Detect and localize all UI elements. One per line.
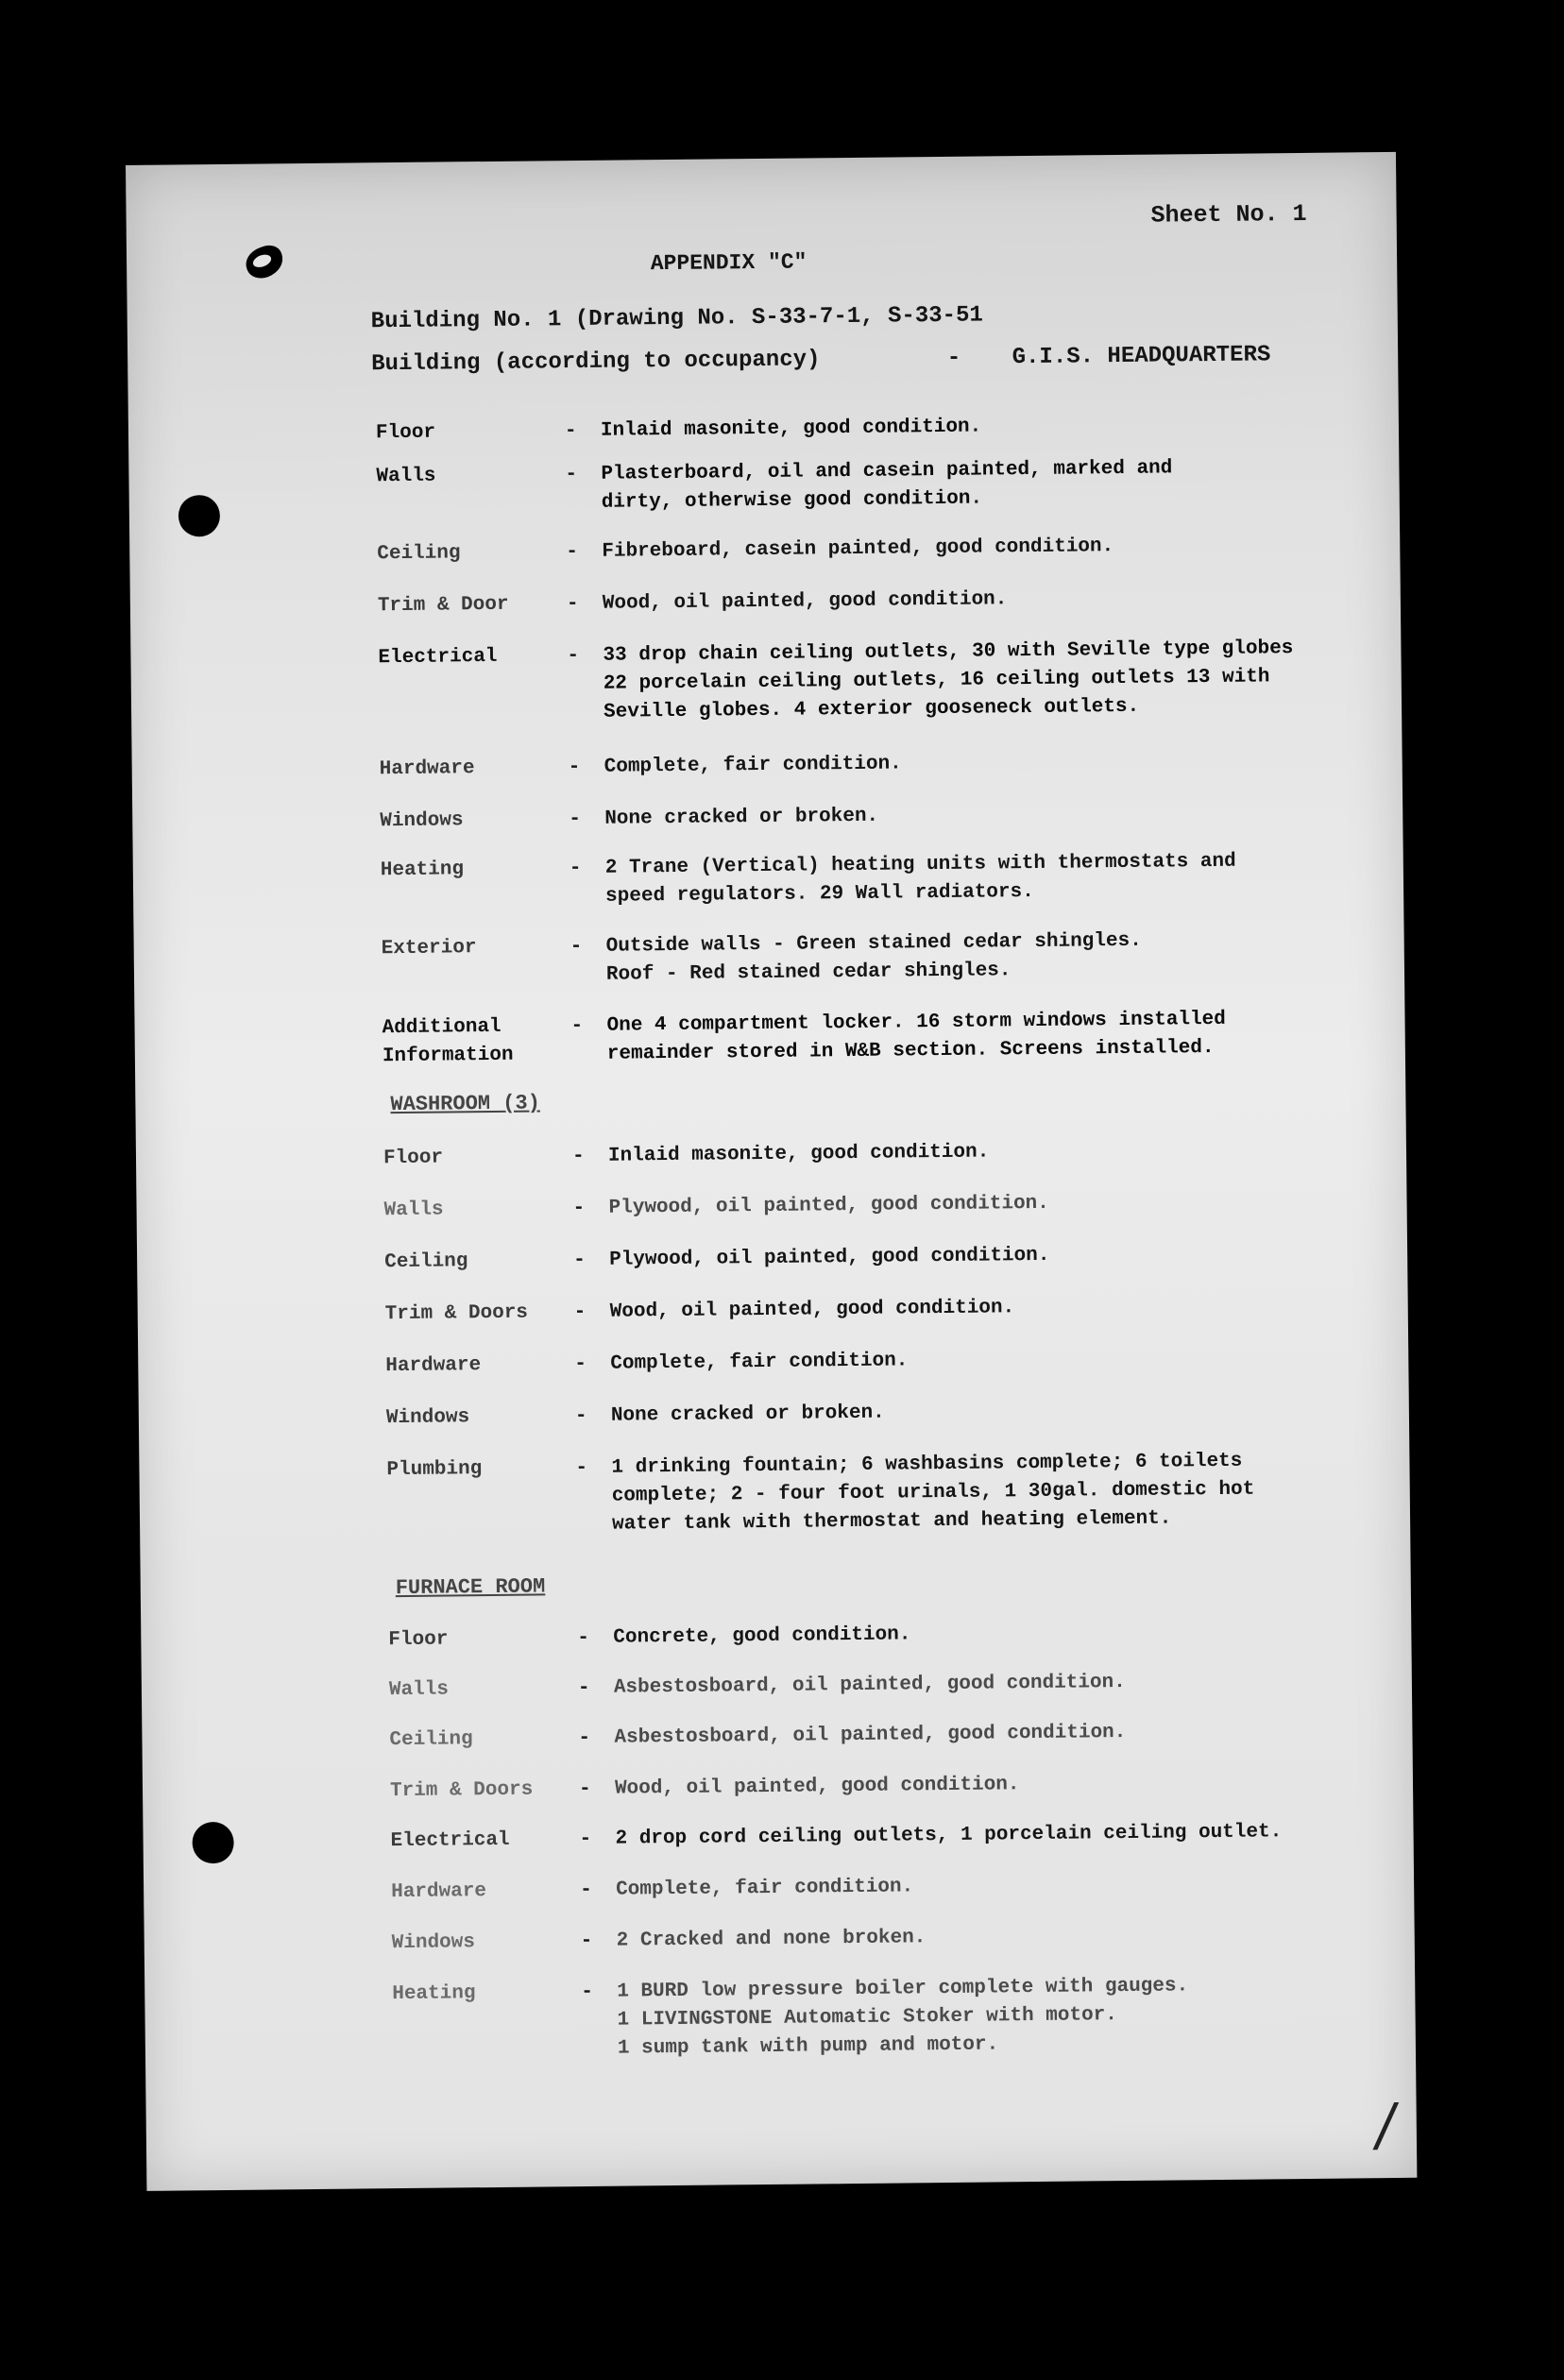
- item-value: Asbestosboard, oil painted, good condition.: [613, 1672, 1126, 1699]
- washroom-item-walls: [136, 1186, 1406, 1222]
- item-label: Walls: [376, 465, 436, 488]
- item-label: Windows: [385, 1406, 470, 1430]
- furnace-item-electrical: [143, 1817, 1413, 1853]
- item-dash: -: [577, 1626, 590, 1650]
- item-value: Complete, fair condition.: [610, 1350, 909, 1375]
- item-dash: -: [569, 857, 582, 880]
- furnace-item-windows: [144, 1919, 1415, 1955]
- item-dash: -: [574, 1404, 587, 1428]
- item-dash: -: [568, 756, 581, 779]
- item-label: Hardware: [391, 1880, 487, 1904]
- item-value: None cracked or broken.: [604, 805, 879, 830]
- occupancy-line: [371, 342, 1270, 377]
- punch-hole-top: [178, 495, 220, 536]
- item-dash: -: [580, 1878, 592, 1902]
- item-dash: -: [579, 1828, 592, 1851]
- document-sheet: [126, 152, 1417, 2191]
- item-value: Concrete, good condition.: [613, 1624, 911, 1649]
- appendix-title: APPENDIX "C": [650, 249, 808, 277]
- item-label: Ceiling: [377, 542, 461, 566]
- item-value: 2 Trane (Vertical) heating units with thermostats and speed regulators. 29 Wall radiators.: [604, 850, 1236, 908]
- building-item-exterior: [134, 925, 1404, 986]
- building-item-walls: [128, 452, 1399, 514]
- occupancy-label: Building (according to occupancy): [371, 347, 821, 378]
- item-label: Trim & Door: [377, 593, 509, 618]
- item-label: Walls: [388, 1678, 450, 1702]
- furnace-item-walls: [142, 1666, 1412, 1702]
- building-item-heating: [133, 846, 1403, 908]
- item-value: Wood, oil painted, good condition.: [614, 1774, 1020, 1800]
- item-label: Windows: [380, 809, 464, 833]
- washroom-item-ceiling: [137, 1238, 1407, 1274]
- item-value: 2 drop cord ceiling outlets, 1 porcelain ceiling outlet.: [615, 1821, 1283, 1850]
- item-dash: -: [567, 645, 580, 668]
- item-label: Plumbing: [386, 1458, 483, 1482]
- check-mark: [1338, 2102, 1399, 2150]
- building-item-windows: [132, 797, 1402, 833]
- item-dash: -: [577, 1676, 590, 1700]
- item-value: 1 BURD low pressure boiler complete with gauges. 1 LIVINGSTONE Automatic Stoker with motor. 1 sump tank with pump and motor.: [617, 1975, 1189, 2060]
- item-value: None cracked or broken.: [610, 1402, 885, 1427]
- furnace-item-heating: [144, 1970, 1415, 2060]
- item-value: Inlaid masonite, good condition.: [607, 1141, 990, 1167]
- item-value: 2 Cracked and none broken.: [616, 1927, 926, 1952]
- item-dash: -: [565, 464, 578, 486]
- item-label: Hardware: [385, 1354, 482, 1378]
- item-dash: -: [574, 1352, 587, 1376]
- building-item-trim-door: [130, 582, 1401, 618]
- item-label: Electrical: [378, 645, 498, 670]
- item-value: 1 drinking fountain; 6 washbasins complete; 6 toilets complete; 2 - four foot urinals, 1 30gal. domestic hot water tank with thermostat and heating element.: [611, 1450, 1255, 1536]
- item-value: Complete, fair condition.: [604, 753, 902, 778]
- item-value: Inlaid masonite, good condition.: [600, 416, 982, 442]
- item-value: Fibreboard, casein painted, good condition.: [602, 536, 1114, 563]
- item-label: Floor: [388, 1628, 449, 1652]
- furnace-item-trim-doors: [143, 1767, 1413, 1803]
- item-value: Asbestosboard, oil painted, good condition.: [614, 1721, 1127, 1749]
- washroom-item-windows: [139, 1394, 1409, 1430]
- building-item-additional-info: [134, 1004, 1404, 1068]
- furnace-item-floor: [141, 1616, 1411, 1652]
- item-value: One 4 compartment locker. 16 storm windows installed remainder stored in W&B section. Screens installed.: [606, 1008, 1226, 1065]
- washroom-item-plumbing: [139, 1446, 1409, 1536]
- item-dash: -: [569, 808, 582, 831]
- item-label: Electrical: [390, 1828, 510, 1853]
- item-dash: -: [566, 541, 579, 564]
- item-label: Additional Information: [382, 1015, 514, 1068]
- item-value: Complete, fair condition.: [616, 1876, 914, 1901]
- item-value: Plywood, oil painted, good condition.: [608, 1192, 1049, 1219]
- building-item-electrical: [130, 634, 1401, 723]
- item-dash: -: [581, 1980, 594, 2004]
- building-drawing-line: Building No. 1 (Drawing No. S-33-7-1, S-33-51: [370, 302, 983, 335]
- item-label: Floor: [375, 421, 436, 445]
- item-label: Ceiling: [389, 1728, 473, 1752]
- item-dash: -: [578, 1777, 591, 1801]
- item-label: Trim & Doors: [384, 1301, 529, 1326]
- occupancy-value: G.I.S. HEADQUARTERS: [1012, 342, 1271, 371]
- washroom-item-trim-doors: [138, 1290, 1408, 1326]
- building-item-hardware: [132, 745, 1402, 781]
- furnace-item-ceiling: [142, 1716, 1412, 1752]
- item-dash: -: [580, 1930, 593, 1953]
- item-label: Exterior: [381, 937, 477, 960]
- furnace-room-heading: FURNACE ROOM: [395, 1574, 546, 1601]
- washroom-heading: WASHROOM (3): [390, 1091, 540, 1117]
- item-label: Windows: [391, 1931, 476, 1955]
- item-value: 33 drop chain ceiling outlets, 30 with Seville type globes 22 porcelain ceiling outlets, 16 ceiling outlets 13 with Seville globes. 4 exterior gooseneck outlets.: [603, 638, 1294, 723]
- item-dash: -: [566, 593, 579, 616]
- item-dash: -: [571, 1145, 585, 1168]
- item-dash: -: [573, 1249, 586, 1272]
- item-label: Heating: [392, 1982, 476, 2006]
- item-value: Outside walls - Green stained cedar shingles. Roof - Red stained cedar shingles.: [605, 929, 1142, 986]
- item-dash: -: [575, 1456, 588, 1480]
- item-value: Wood, oil painted, good condition.: [602, 588, 1008, 615]
- item-dash: -: [573, 1300, 586, 1324]
- item-dash: -: [570, 935, 583, 959]
- item-dash: -: [570, 1014, 584, 1038]
- item-label: Hardware: [379, 757, 475, 781]
- punch-hole-bottom: [192, 1822, 233, 1863]
- item-value: Wood, oil painted, good condition.: [609, 1297, 1015, 1323]
- item-label: Walls: [383, 1198, 444, 1222]
- building-item-floor: [128, 409, 1399, 445]
- sheet-number: Sheet No. 1: [1150, 199, 1307, 230]
- building-item-ceiling: [129, 530, 1400, 566]
- item-value: Plywood, oil painted, good condition.: [609, 1244, 1050, 1271]
- item-label: Ceiling: [384, 1250, 468, 1274]
- item-dash: -: [572, 1197, 586, 1220]
- item-dash: -: [578, 1726, 591, 1750]
- furnace-item-hardware: [144, 1868, 1414, 1904]
- occupancy-dash: -: [946, 345, 961, 371]
- item-label: Floor: [382, 1147, 444, 1170]
- item-value: Plasterboard, oil and casein painted, marked and dirty, otherwise good condition.: [601, 457, 1173, 514]
- item-label: Trim & Doors: [389, 1778, 534, 1803]
- item-label: Heating: [380, 858, 465, 882]
- washroom-item-floor: [136, 1134, 1406, 1170]
- washroom-item-hardware: [138, 1342, 1408, 1378]
- item-dash: -: [564, 420, 577, 443]
